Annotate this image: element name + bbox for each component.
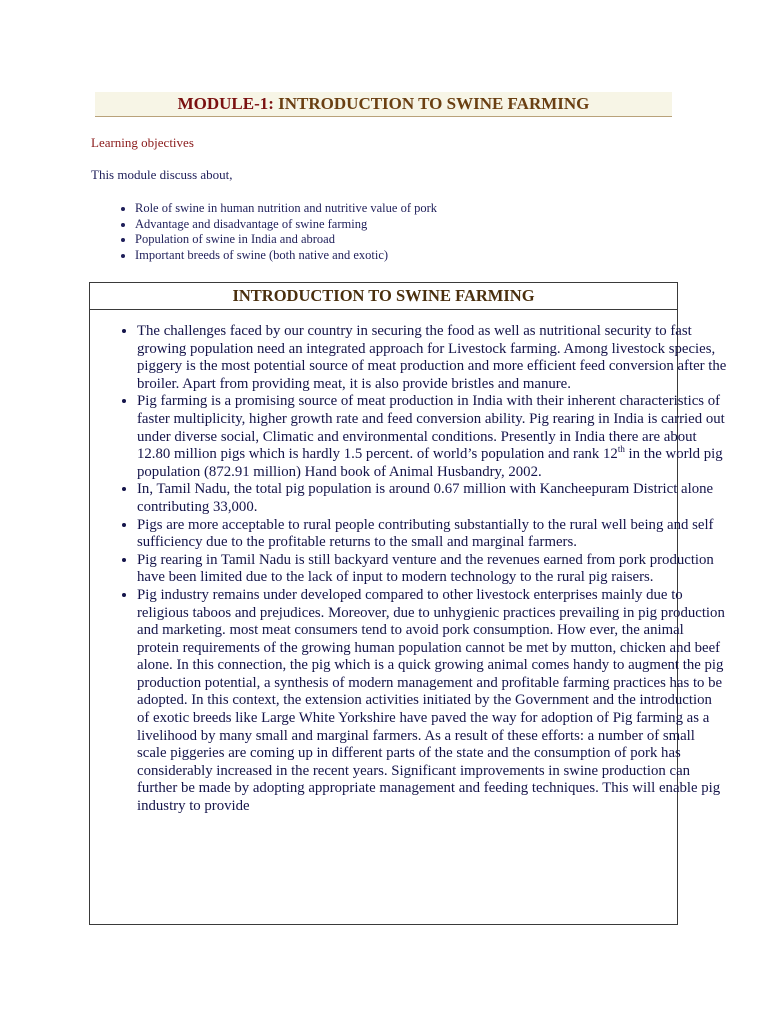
objective-item: • Role of swine in human nutrition and nutritive value of pork	[135, 201, 437, 217]
section-heading: INTRODUCTION TO SWINE FARMING	[90, 283, 677, 310]
objective-item: • Important breeds of swine (both native and exotic)	[135, 248, 437, 264]
introduction-section	[89, 282, 727, 925]
module-intro-line: This module discuss about,	[91, 167, 233, 182]
learning-objectives-label: Learning objectives	[91, 135, 194, 150]
content-bullet: • Pig rearing in Tamil Nadu is still backyard venture and the revenues earned from pork production have been limited due to the lack of input to modern technology to the rural pig raisers.	[137, 552, 727, 587]
bullet-text: in the world pig population (872.91 million) Hand book of Animal Husbandry, 2002.	[137, 446, 723, 480]
content-bullet: • Pigs are more acceptable to rural people contributing substantially to the rural well being and self sufficiency due to the profitable returns to the small and marginal farmers.	[137, 517, 727, 552]
ordinal-superscript: th	[617, 444, 625, 455]
objective-item: • Population of swine in India and abroad	[135, 232, 437, 248]
objective-item: • Advantage and disadvantage of swine farming	[135, 217, 437, 233]
content-bullet: • Pig industry remains under developed compared to other livestock enterprises mainly due to religious taboos and prejudices. Moreover, due to unhygienic practices prevailing in pig production and marketing. most meat consumers tend to avoid pork consumption. How ever, the animal protein requirements of the growing human population cannot be met by mutton, chicken and beef alone. In this connection, the pig which is a quick growing animal comes handy to augment the pig production potential, a synthesis of modern management and profitable farming practices has to be adopted. In this context, the extension activities initiated by the Government and the introduction of exotic breeds like Large White Yorkshire have paved the way for adoption of Pig farming as a livelihood by many small and marginal farmers. As a result of these efforts: a number of small scale piggeries are coming up in different parts of the state and the consumption of pork has considerably increased in the recent years. Significant improvements in swine production can further be made by adopting appropriate management and feeding techniques. This will enable pig industry to provide	[137, 587, 727, 816]
module-number: MODULE-1:	[177, 94, 274, 113]
content-bullet: • In, Tamil Nadu, the total pig population is around 0.67 million with Kancheepuram District alone contributing 33,000.	[137, 481, 727, 516]
bullet-text: Pig farming is a promising source of meat production in India with their inherent characteristics of faster multiplicity, higher growth rate and feed conversion ability. Pig rearing in India is carried out under diverse social, Climatic and environmental conditions. Presently in India there are about 12.80 million pigs which is hardly 1.5 percent. of world’s population and rank 12	[137, 393, 725, 463]
content-bullet: • The challenges faced by our country in securing the food as well as nutritional security to fast growing population need an integrated approach for Livestock farming. Among livestock species, piggery is the most potential source of meat production and more efficient feed conversion after the broiler. Apart from providing meat, it is also provide bristles and manure.	[137, 323, 727, 393]
module-title-text: INTRODUCTION TO SWINE FARMING	[273, 94, 590, 113]
content-bullet	[137, 393, 727, 481]
objectives-list	[91, 201, 437, 263]
module-title	[95, 92, 672, 117]
content-bullet-list	[90, 323, 727, 816]
